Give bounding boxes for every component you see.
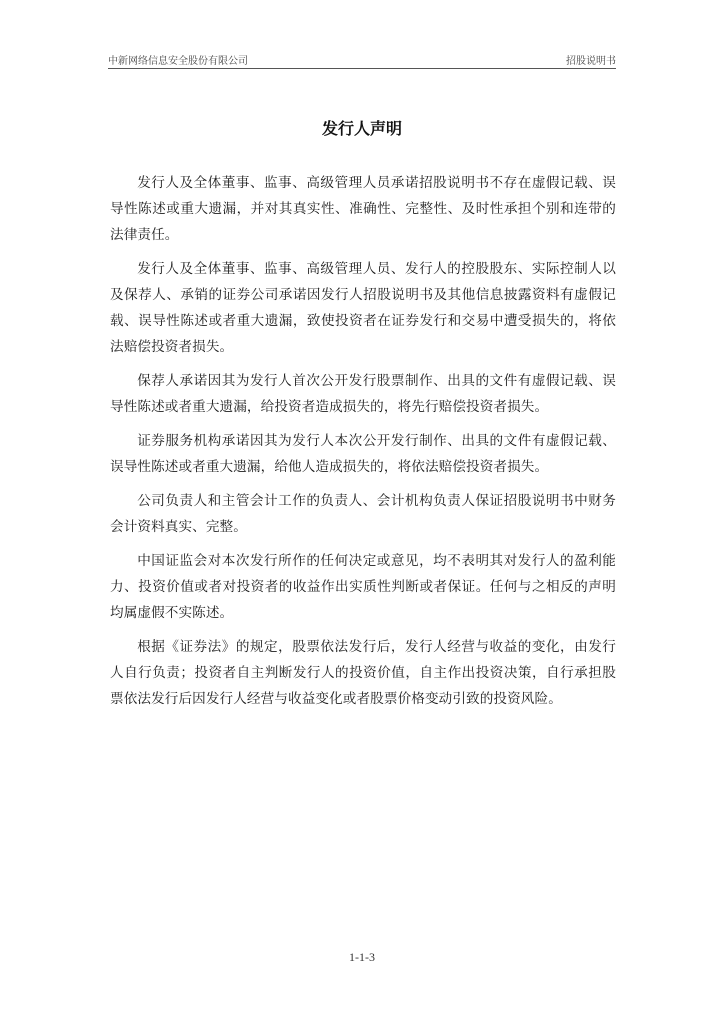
paragraph: 根据《证券法》的规定，股票依法发行后，发行人经营与收益的变化，由发行人自行负责；投资者自主判断发行人的投资价值，自主作出投资决策，自行承担股票依法发行后因发行人经营与收益变化或者股票价格变动引致的投资风险。 bbox=[110, 639, 616, 707]
declaration-body bbox=[110, 170, 616, 720]
page-number: 1-1-3 bbox=[349, 950, 375, 964]
paragraph: 保荐人承诺因其为发行人首次公开发行股票制作、出具的文件有虚假记载、误导性陈述或者重大遗漏，给投资者造成损失的，将先行赔偿投资者损失。 bbox=[110, 373, 616, 415]
page-header bbox=[108, 50, 616, 68]
paragraph: 发行人及全体董事、监事、高级管理人员、发行人的控股股东、实际控制人以及保荐人、承销的证券公司承诺因发行人招股说明书及其他信息披露资料有虚假记载、误导性陈述或者重大遗漏，致使投资者在证券发行和交易中遭受损失的，将依法赔偿投资者损失。 bbox=[110, 261, 616, 355]
header-divider bbox=[108, 68, 616, 69]
paragraph: 证券服务机构承诺因其为发行人本次公开发行制作、出具的文件有虚假记载、误导性陈述或者重大遗漏，给他人造成损失的，将依法赔偿投资者损失。 bbox=[110, 433, 616, 475]
page-title: 发行人声明 bbox=[321, 119, 402, 138]
paragraph: 公司负责人和主管会计工作的负责人、会计机构负责人保证招股说明书中财务会计资料真实、完整。 bbox=[110, 493, 616, 535]
header-company-name: 中新网络信息安全股份有限公司 bbox=[108, 56, 248, 67]
header-document-type: 招股说明书 bbox=[566, 56, 616, 67]
paragraph: 中国证监会对本次发行所作的任何决定或意见，均不表明其对发行人的盈利能力、投资价值或者对投资者的收益作出实质性判断或者保证。任何与之相反的声明均属虚假不实陈述。 bbox=[110, 553, 616, 621]
paragraph: 发行人及全体董事、监事、高级管理人员承诺招股说明书不存在虚假记载、误导性陈述或重大遗漏，并对其真实性、准确性、完整性、及时性承担个别和连带的法律责任。 bbox=[110, 175, 616, 243]
